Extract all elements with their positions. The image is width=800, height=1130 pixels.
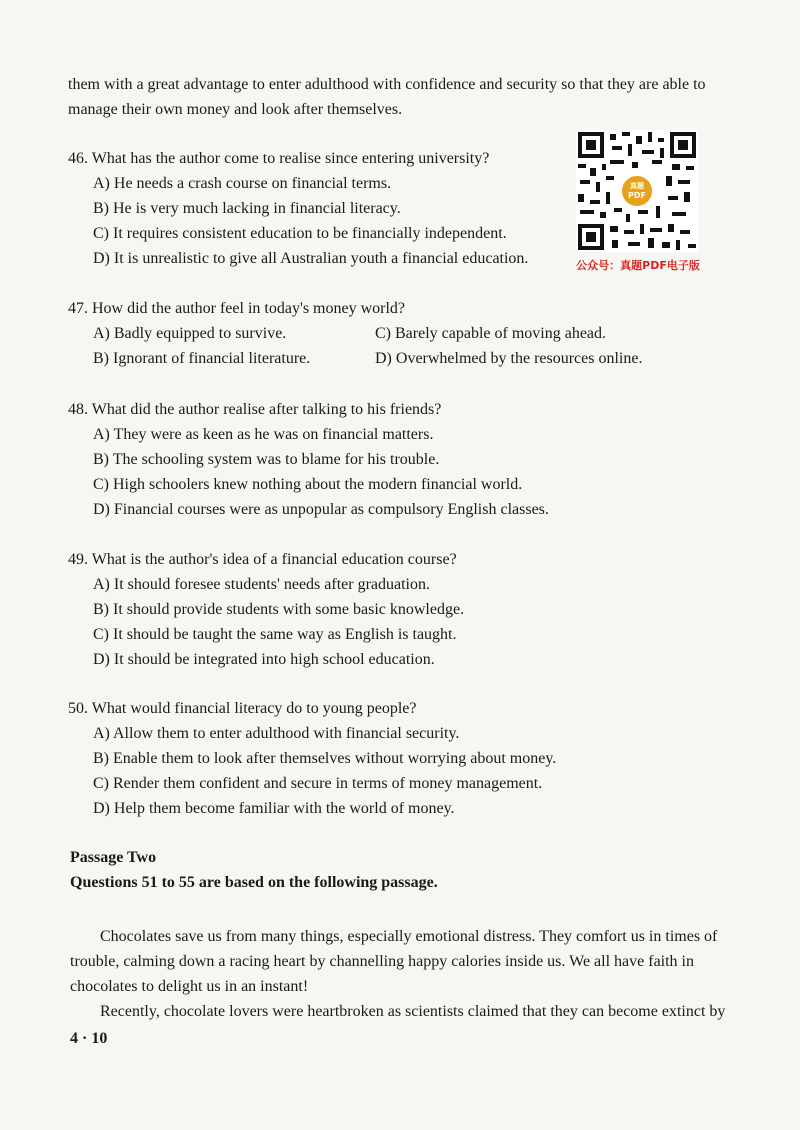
option-a: A) Allow them to enter adulthood with financial security. <box>93 725 460 742</box>
option-d: D) Overwhelmed by the resources online. <box>375 350 643 367</box>
question-48 <box>68 397 688 522</box>
option-c: C) High schoolers knew nothing about the modern financial world. <box>93 476 523 493</box>
option-d: D) Financial courses were as unpopular as compulsory English classes. <box>93 501 549 518</box>
question-stem: 50. What would financial literacy do to young people? <box>68 700 417 717</box>
page-number: 4 · 10 <box>70 1030 108 1047</box>
option-b: B) It should provide students with some basic knowledge. <box>93 601 465 618</box>
option-d: D) It is unrealistic to give all Australian youth a financial education. <box>93 250 529 267</box>
qr-badge-bottom: PDF <box>628 191 646 200</box>
option-c: C) It requires consistent education to be financially independent. <box>93 225 507 242</box>
option-c: C) Render them confident and secure in terms of money management. <box>93 775 543 792</box>
question-stem: 47. How did the author feel in today's money world? <box>68 300 406 317</box>
question-49 <box>68 547 688 672</box>
question-stem: 49. What is the author's idea of a financial education course? <box>68 551 457 568</box>
option-b: B) He is very much lacking in financial literacy. <box>93 200 401 217</box>
option-b: B) Ignorant of financial literature. <box>93 350 311 367</box>
option-b: B) The schooling system was to blame for his trouble. <box>93 451 440 468</box>
options-grid <box>68 321 688 371</box>
passage-title: Passage Two <box>70 849 157 866</box>
question-stem: 48. What did the author realise after talking to his friends? <box>68 401 442 418</box>
passage-line: trouble, calming down a racing heart by channelling happy calories inside us. We all have faith in <box>70 953 694 970</box>
passage-line: chocolates to delight us in an instant! <box>70 978 309 995</box>
option-d: D) Help them become familiar with the world of money. <box>93 800 455 817</box>
passage-paragraph-1 <box>70 924 732 999</box>
option-a: A) He needs a crash course on financial terms. <box>93 175 392 192</box>
question-stem: 46. What has the author come to realise since entering university? <box>68 150 490 167</box>
passage-instruction: Questions 51 to 55 are based on the following passage. <box>70 874 438 891</box>
option-a: A) It should foresee students' needs after graduation. <box>93 576 430 593</box>
intro-line: them with a great advantage to enter adulthood with confidence and security so that they are able to <box>68 76 706 93</box>
qr-code-icon <box>576 130 698 252</box>
option-a: A) Badly equipped to survive. <box>93 325 287 342</box>
option-b: B) Enable them to look after themselves without worrying about money. <box>93 750 557 767</box>
question-47 <box>68 296 688 371</box>
option-c: C) Barely capable of moving ahead. <box>375 325 607 342</box>
option-c: C) It should be taught the same way as English is taught. <box>93 626 457 643</box>
option-a: A) They were as keen as he was on financial matters. <box>93 426 434 443</box>
passage-line: Chocolates save us from many things, especially emotional distress. They comfort us in times of <box>100 928 718 945</box>
intro-paragraph <box>68 72 733 122</box>
qr-badge-top: 真题 <box>630 182 644 190</box>
intro-line: manage their own money and look after themselves. <box>68 101 403 118</box>
question-50 <box>68 696 688 821</box>
option-d: D) It should be integrated into high school education. <box>93 651 435 668</box>
watermark-caption: 公众号：真题PDF电子版 <box>576 259 700 272</box>
passage-paragraph-2 <box>70 999 732 1024</box>
passage-line: Recently, chocolate lovers were heartbroken as scientists claimed that they can become extinct by <box>100 1003 726 1020</box>
